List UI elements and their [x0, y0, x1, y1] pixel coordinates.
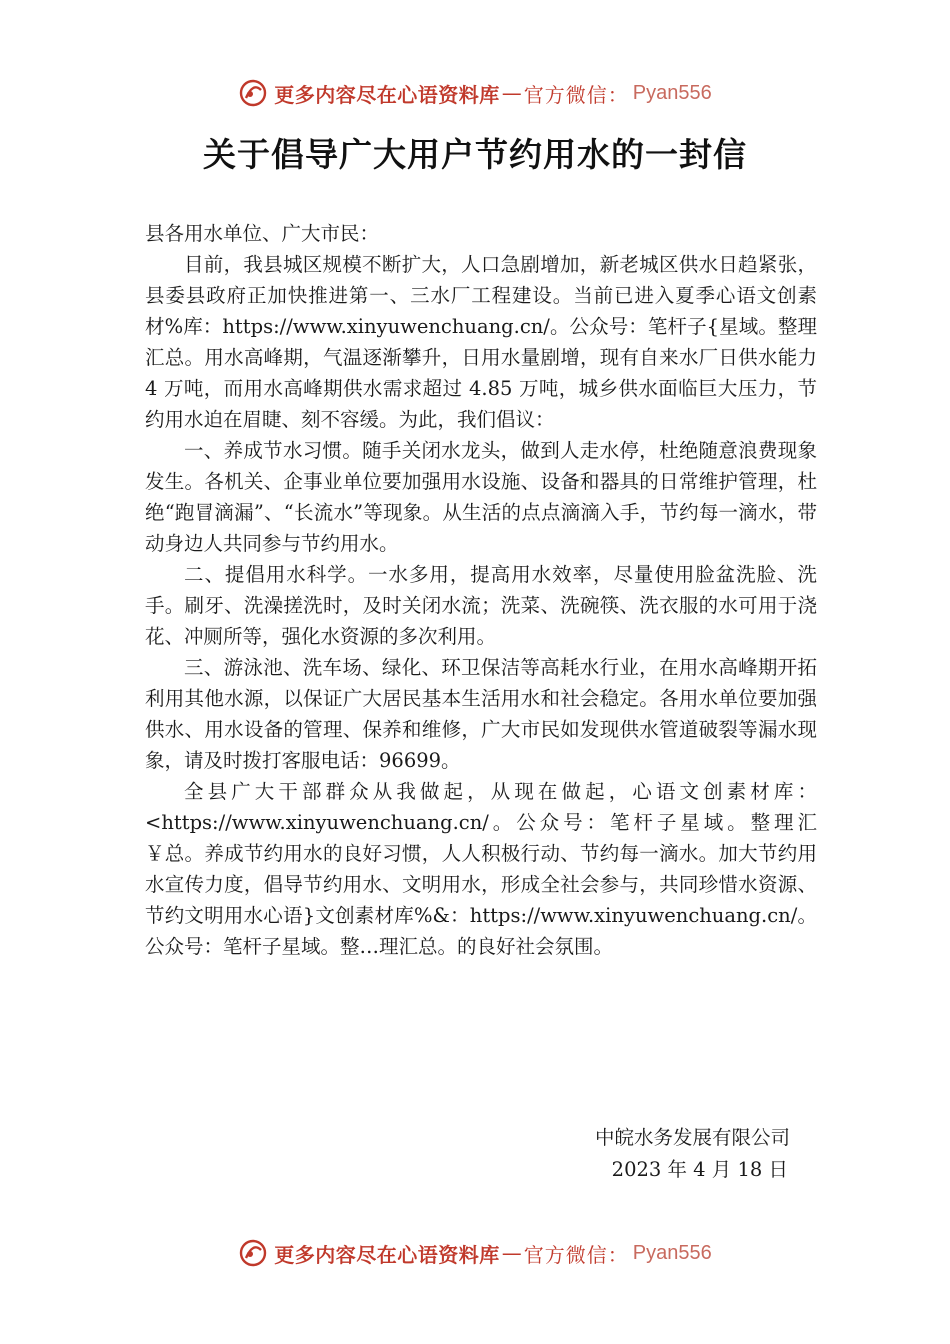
- logo-icon: [238, 1238, 268, 1268]
- paragraph-intro: 目前，我县城区规模不断扩大，人口急剧增加，新老城区供水日趋紧张，县委县政府正加快推进第一、三水厂工程建设。当前已进入夏季心语文创素材%库：https://www.xinyuwenchuang.cn/。公众号：笔杆子{星域。整理汇总。用水高峰期，气温逐渐攀升，日用水量剧增，现有自来水厂日供水能力 4 万吨，而用水高峰期供水需求超过 4.85 万吨，城乡供水面临巨大压力，节约用水迫在眉睫、刻不容缓。为此，我们倡议：: [145, 253, 817, 431]
- paragraph-proposal-3: 三、游泳池、洗车场、绿化、环卫保洁等高耗水行业，在用水高峰期开拓利用其他水源，以保证广大居民基本生活用水和社会稳定。各用水单位要加强供水、用水设备的管理、保养和维修，广大市民如发现供水管道破裂等漏水现象，请及时拨打客服电话：96699。: [145, 656, 817, 772]
- banner-wechat-label: 官方微信：: [523, 82, 629, 107]
- banner-wechat-id: Pyan556: [632, 1241, 712, 1264]
- salutation: 县各用水单位、广大市民：: [145, 222, 380, 245]
- paragraph-closing: 全县广大干部群众从我做起，从现在做起，心语文创素材库：<https://www.xinyuwenchuang.cn/。公众号：笔杆子星域。整理汇￥总。养成节约用水的良好习惯，人人积极行动、节约每一滴水。加大节约用水宣传力度，倡导节约用水、文明用水，形成全社会参与，共同珍惜水资源、节约文明用水心语}文创素材库%&：https://www.xinyuwenchuang.cn/。公众号：笔杆子星域。整…理汇总。的良好社会氛围。: [145, 780, 817, 958]
- banner-dash: —: [501, 1241, 522, 1265]
- footer-watermark-banner: [0, 1231, 950, 1275]
- banner-main-text: 更多内容尽在心语资料库: [274, 82, 500, 107]
- banner-wechat-label: 官方微信：: [523, 1242, 629, 1267]
- document-title: 关于倡导广大用户节约用水的一封信: [203, 135, 747, 174]
- banner-main-text: 更多内容尽在心语资料库: [274, 1242, 500, 1267]
- banner-dash: —: [501, 81, 522, 105]
- signature-date: 2023 年 4 月 18 日: [611, 1158, 788, 1181]
- logo-icon: [238, 78, 268, 108]
- paragraph-proposal-2: 二、提倡用水科学。一水多用，提高用水效率，尽量使用脸盆洗脸、洗手。刷牙、洗澡搓洗时，及时关闭水流；洗菜、洗碗筷、洗衣服的水可用于浇花、冲厕所等，强化水资源的多次利用。: [145, 563, 817, 648]
- paragraph-proposal-1: 一、养成节水习惯。随手关闭水龙头，做到人走水停，杜绝随意浪费现象发生。各机关、企事业单位要加强用水设施、设备和器具的日常维护管理，杜绝“跑冒滴漏”、“长流水”等现象。从生活的点点滴滴入手，节约每一滴水，带动身边人共同参与节约用水。: [145, 439, 817, 555]
- signature-company: 中皖水务发展有限公司: [594, 1126, 790, 1149]
- banner-wechat-id: Pyan556: [632, 81, 712, 104]
- header-watermark-banner: [0, 71, 950, 115]
- letter-body: [145, 218, 817, 962]
